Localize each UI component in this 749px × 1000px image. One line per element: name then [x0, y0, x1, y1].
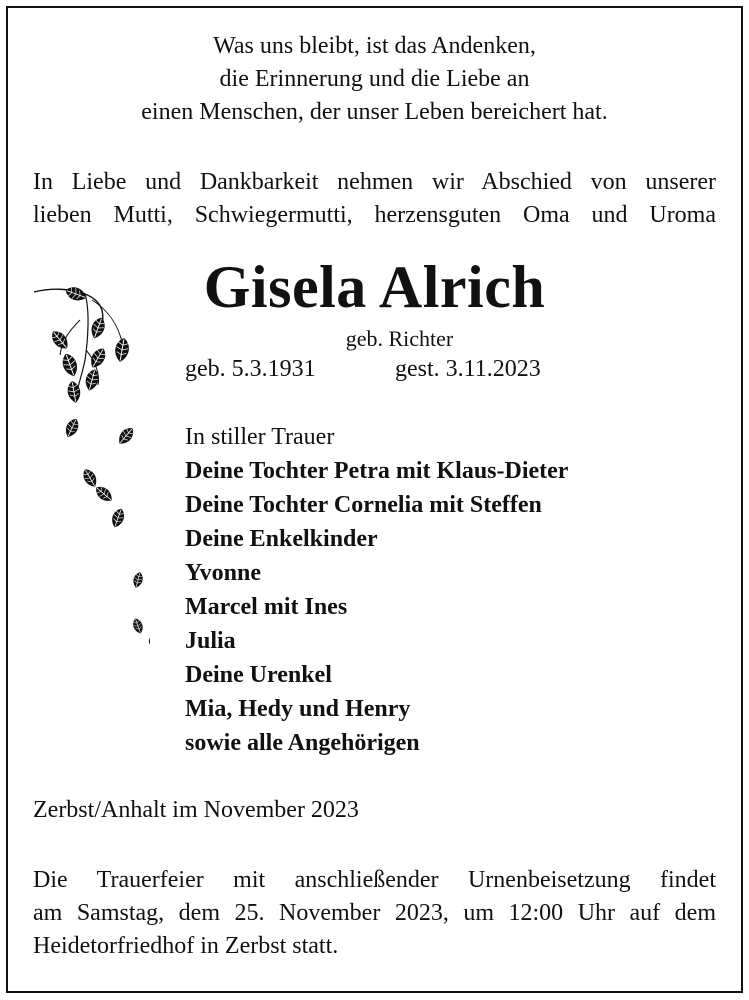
poem-line-3: einen Menschen, der unser Leben bereichert hat.	[141, 99, 608, 125]
intro-line-1: In Liebe und Dankbarkeit nehmen wir Abschied von unserer	[33, 169, 716, 195]
mourner-entry: Deine Urenkel	[185, 662, 332, 688]
mourner-entry: Deine Tochter Cornelia mit Steffen	[185, 492, 542, 518]
mourner-entry: Mia, Hedy und Henry	[185, 696, 411, 722]
deceased-name: Gisela Alrich	[203, 254, 546, 320]
place-date: Zerbst/Anhalt im November 2023	[33, 797, 359, 823]
ceremony-line-1: Die Trauerfeier mit anschließender Urnenbeisetzung findet	[33, 867, 716, 893]
mourner-entry: Deine Enkelkinder	[185, 526, 378, 552]
mourners-heading: In stiller Trauer	[185, 424, 335, 450]
birch-branch-icon	[30, 280, 150, 650]
mourner-entry: Yvonne	[185, 560, 262, 586]
mourner-entry: Julia	[185, 628, 236, 654]
ceremony-line-2: am Samstag, dem 25. November 2023, um 12:00 Uhr auf dem	[33, 900, 716, 926]
poem-line-2: die Erinnerung und die Liebe an	[219, 66, 530, 92]
death-date: gest. 3.11.2023	[395, 356, 541, 382]
poem-line-1: Was uns bleibt, ist das Andenken,	[213, 33, 536, 59]
intro-line-2: lieben Mutti, Schwiegermutti, herzensguten Oma und Uroma	[33, 202, 716, 228]
birth-name: geb. Richter	[345, 326, 454, 351]
birth-date: geb. 5.3.1931	[185, 356, 316, 382]
mourner-entry: Deine Tochter Petra mit Klaus-Dieter	[185, 458, 569, 484]
ceremony-line-3: Heidetorfriedhof in Zerbst statt.	[33, 933, 339, 959]
mourner-entry: Marcel mit Ines	[185, 594, 348, 620]
mourner-entry: sowie alle Angehörigen	[185, 730, 420, 756]
